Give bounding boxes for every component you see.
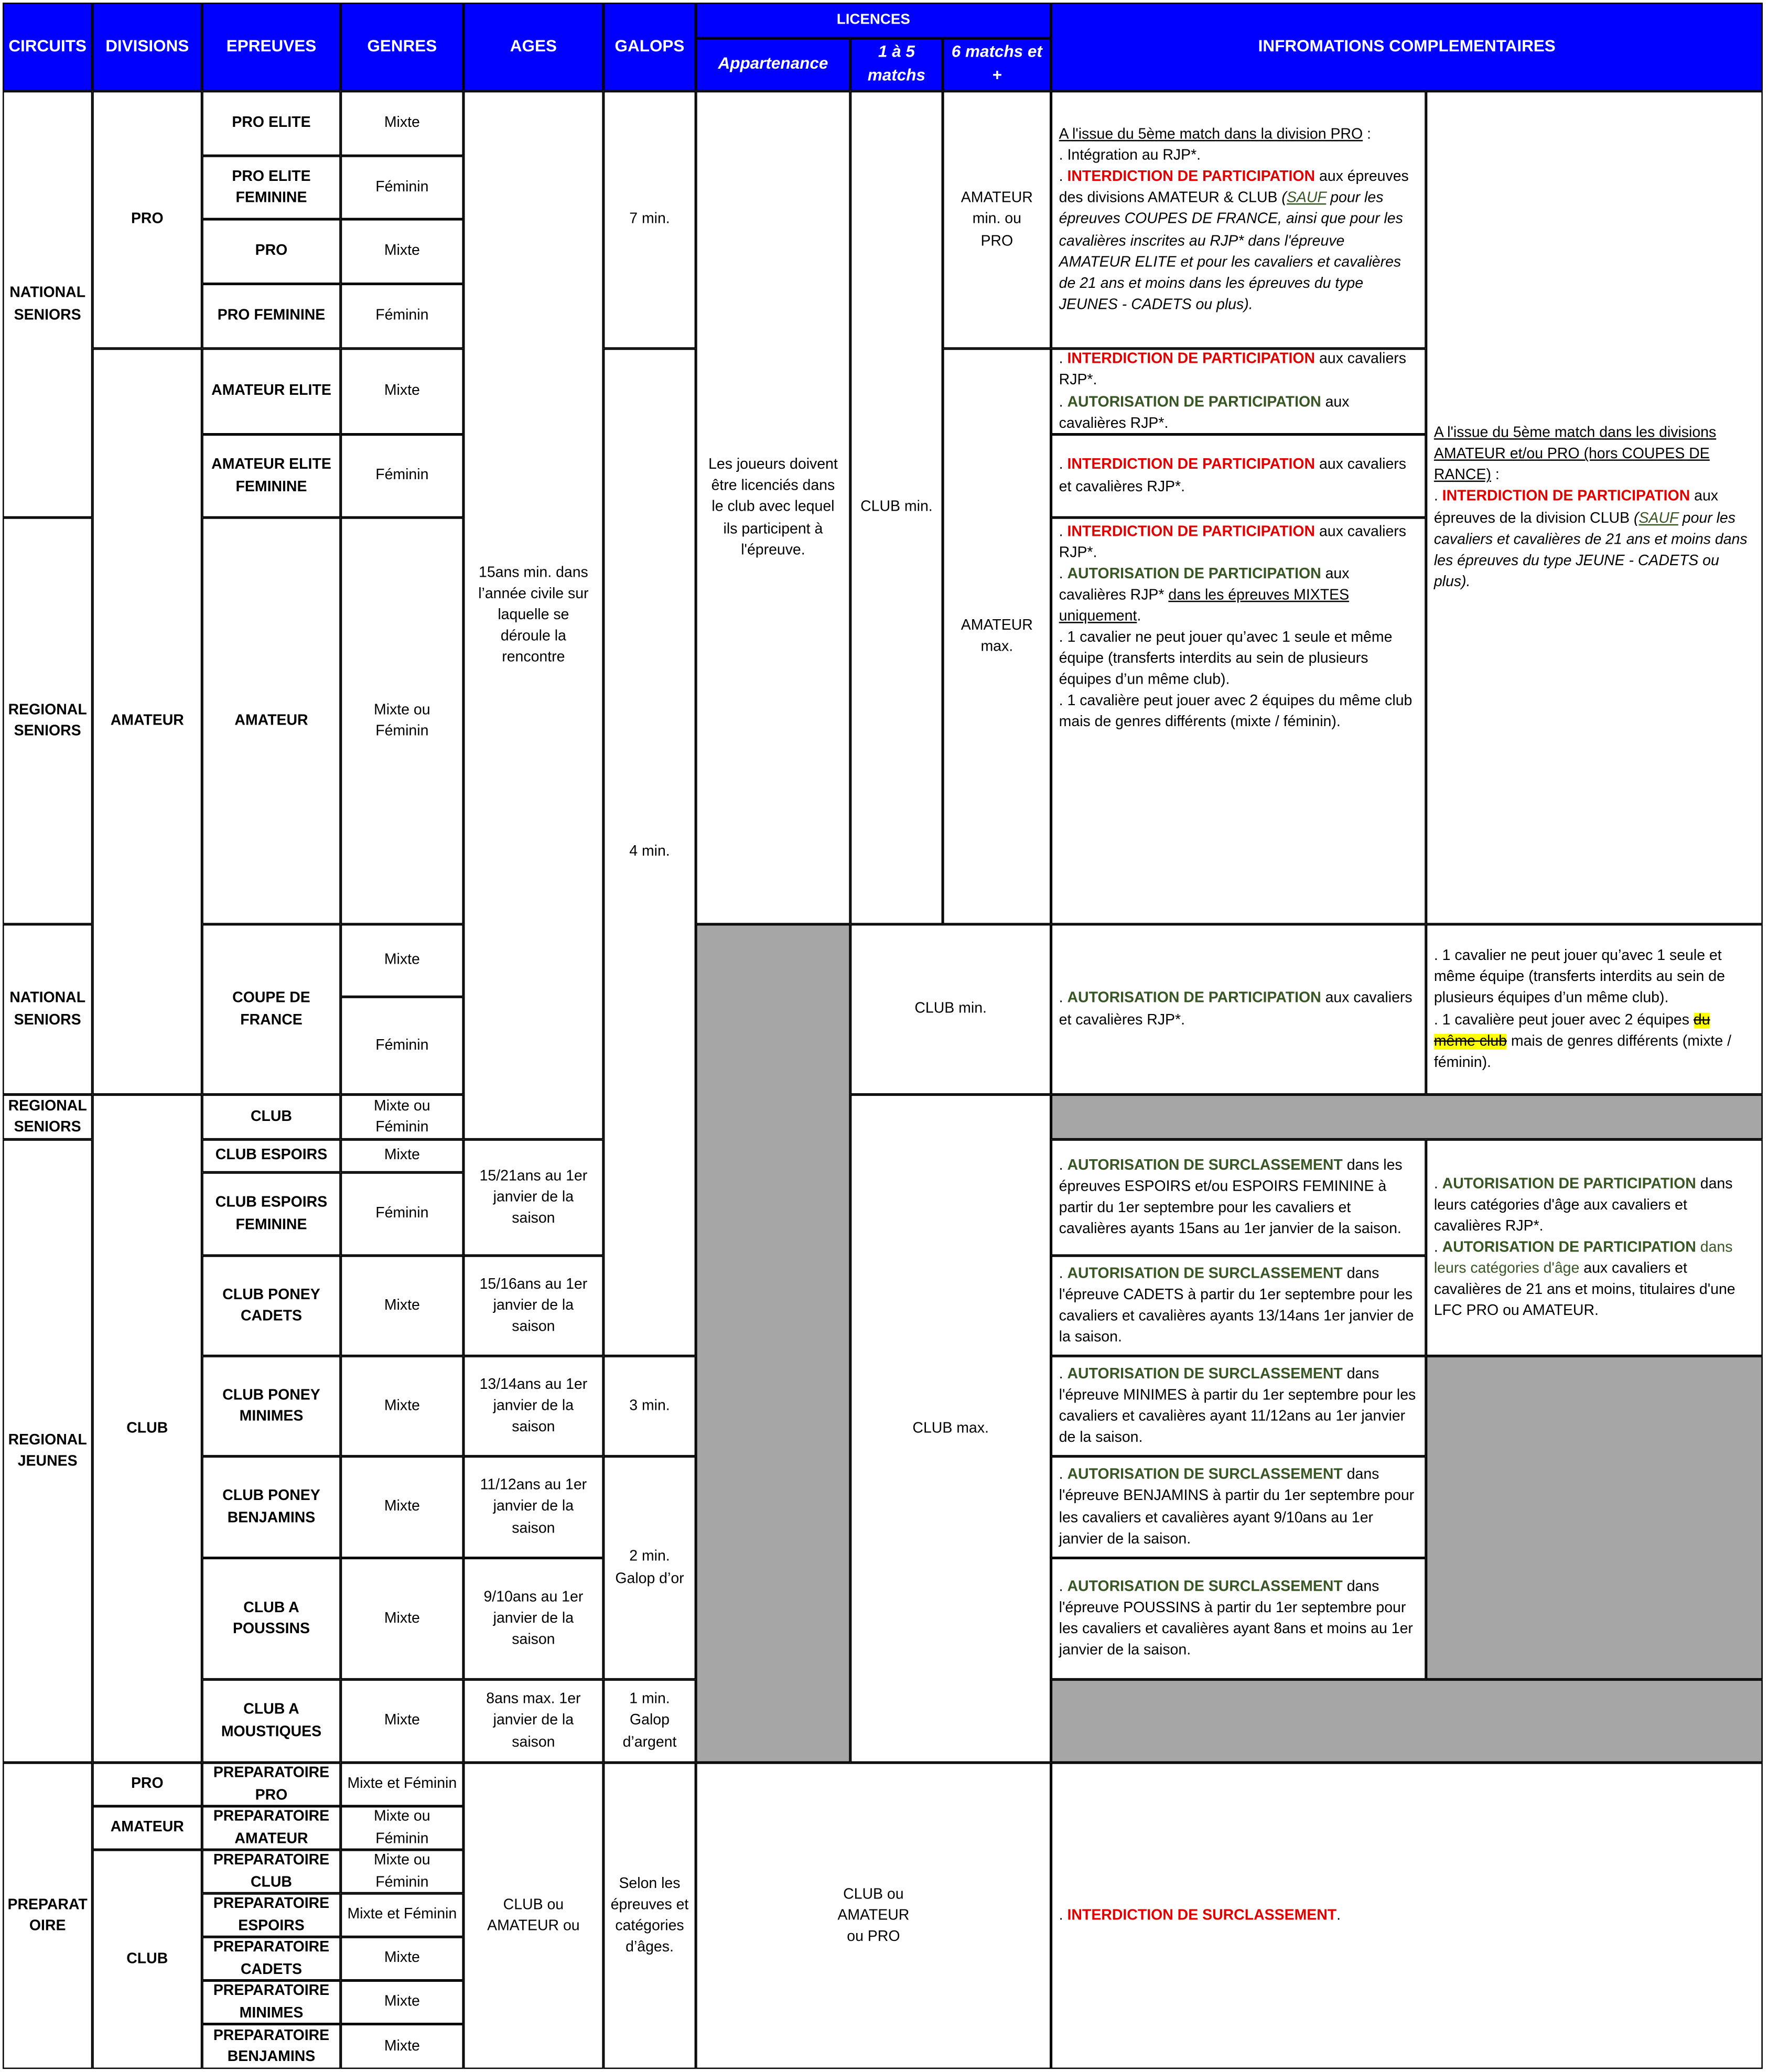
epreuve-prep-espoirs-text: PREPARATOIRE ESPOIRS xyxy=(213,1896,330,1934)
epreuve-club-poney-benjamins-text: CLUB PONEY BENJAMINS xyxy=(222,1488,320,1526)
epreuve-pro-text: PRO xyxy=(255,243,288,260)
info-cf2-line2 xyxy=(1434,1009,1755,1073)
info-red-keyword: INTERDICTION DE PARTICIPATION xyxy=(1067,524,1316,540)
genre-pro-feminine xyxy=(341,284,463,348)
licence-coupe-club-min-text: CLUB min. xyxy=(914,1001,987,1018)
header-circuits-text: CIRCUITS xyxy=(8,36,87,55)
info-text: aux cavaliers et cavalières RJP*. xyxy=(1059,990,1413,1028)
genre-text: Féminin xyxy=(375,468,429,484)
division-prep-amateur-text: AMATEUR xyxy=(110,1820,184,1836)
info-text: aux cavalières RJP* xyxy=(1059,566,1350,604)
licence-amateur-min xyxy=(943,91,1051,349)
info-red-keyword: INTERDICTION DE SURCLASSEMENT xyxy=(1067,1907,1337,1924)
dot: . xyxy=(1059,1366,1068,1383)
epreuve-club-a-moustiques-text: CLUB A MOUSTIQUES xyxy=(221,1702,322,1740)
info-text: aux cavaliers RJP*. xyxy=(1059,351,1407,389)
info-text: . xyxy=(1336,1907,1341,1924)
info-paren: ( xyxy=(1281,190,1287,207)
info-highlight-strike: du même club xyxy=(1433,1012,1710,1049)
epreuve-amateur-elite-feminine-text: AMATEUR ELITE FEMININE xyxy=(211,457,331,495)
info-text: dans l'épreuve BENJAMINS à partir du 1er septembre pour les cavaliers et cavalières ayant 9/10ans au 1er janvier de la saison. xyxy=(1059,1467,1415,1547)
info-green-keyword: AUTORISATION DE SURCLASSEMENT xyxy=(1067,1366,1343,1383)
epreuve-pro-feminine-text: PRO FEMININE xyxy=(217,308,326,325)
dot: . xyxy=(1433,489,1442,505)
genre-text: Mixte et Féminin xyxy=(347,1776,457,1793)
epreuve-prep-club-text: PREPARATOIRE CLUB xyxy=(213,1853,330,1890)
genre-text: Mixte ou Féminin xyxy=(374,702,430,740)
division-prep-pro xyxy=(92,1763,202,1806)
genre-a-poussins xyxy=(341,1558,463,1680)
galop-amateur xyxy=(603,349,696,1356)
division-prep-club xyxy=(92,1850,202,2069)
galop-pro xyxy=(603,91,696,349)
dot: . xyxy=(1059,457,1068,473)
galop-preparatoire-text: Selon les épreuves et catégories d’âges. xyxy=(610,1876,689,1956)
info-right-interdiction xyxy=(1434,487,1755,592)
header-1-a-5-matchs xyxy=(850,38,943,91)
dot: . xyxy=(1433,1239,1442,1256)
genre-text: Mixte ou Féminin xyxy=(374,1853,430,1890)
dot: . xyxy=(1059,1579,1068,1595)
licence-club-min-text: CLUB min. xyxy=(860,500,933,516)
genre-text: Féminin xyxy=(375,1206,429,1222)
info-ae-line2 xyxy=(1059,392,1418,434)
info-pro-colon: : xyxy=(1363,127,1371,143)
dot: . xyxy=(1059,1467,1068,1484)
genre-text: Mixte et Féminin xyxy=(347,1907,457,1923)
epreuve-prep-cadets xyxy=(202,1937,340,1980)
genre-text: Mixte xyxy=(384,1994,420,2011)
genre-text: Mixte xyxy=(384,383,420,400)
info-text: . 1 cavalière peut jouer avec 2 équipes xyxy=(1433,1012,1694,1028)
info-red-keyword: INTERDICTION DE PARTICIPATION xyxy=(1067,169,1316,186)
genre-a-moustiques xyxy=(341,1679,463,1763)
circuit-preparatoire xyxy=(3,1763,92,2069)
header-ages-text: AGES xyxy=(510,36,557,55)
circuit-preparatoire-text: PREPARAT OIRE xyxy=(7,1897,88,1935)
genre-prep-cadets xyxy=(341,1937,463,1980)
info-ben-line xyxy=(1059,1465,1418,1549)
licence-club-max-text: CLUB max. xyxy=(912,1420,989,1437)
genre-text: Mixte xyxy=(384,115,420,132)
info-cad-line xyxy=(1059,1264,1418,1348)
info-cf2-line1: . 1 cavalier ne peut jouer qu’avec 1 seule et même équipe (transferts interdits au sein de plusieurs équipes d’un même club). xyxy=(1433,948,1725,1007)
age-minimes xyxy=(463,1356,603,1456)
genre-amateur-elite xyxy=(341,349,463,435)
division-prep-amateur xyxy=(92,1806,202,1850)
info-green-keyword: AUTORISATION DE PARTICIPATION xyxy=(1442,1176,1696,1192)
info-text: : xyxy=(1491,468,1500,484)
header-divisions xyxy=(92,3,202,91)
genre-text: Mixte xyxy=(384,952,420,969)
info-right-title xyxy=(1434,423,1755,487)
genre-coupe-mixte xyxy=(341,924,463,997)
header-epreuves-text: EPREUVES xyxy=(226,36,317,55)
epreuve-club-espoirs-feminine-text: CLUB ESPOIRS FEMININE xyxy=(215,1195,328,1233)
epreuve-pro-elite-feminine-text: PRO ELITE FEMININE xyxy=(232,169,311,206)
info-text: dans l'épreuve POUSSINS à partir du 1er septembre pour les cavaliers et cavalières ayant 8ans et moins au 1er janvier de la saison. xyxy=(1059,1579,1413,1659)
info-text: aux cavaliers RJP*. xyxy=(1059,524,1407,562)
genre-poney-minimes xyxy=(341,1356,463,1456)
circuit-regional-seniors-club xyxy=(3,1095,92,1140)
genre-amateur xyxy=(341,517,463,924)
epreuve-club xyxy=(202,1095,340,1140)
header-ages xyxy=(463,3,603,91)
info-text: mais de genres différents (mixte / féminin). xyxy=(1433,1033,1731,1071)
info-green-keyword: AUTORISATION DE PARTICIPATION xyxy=(1067,566,1321,582)
info-jr-line2 xyxy=(1434,1237,1755,1322)
info-am-line2 xyxy=(1059,564,1418,627)
header-circuits xyxy=(3,3,92,91)
epreuve-club-espoirs xyxy=(202,1139,340,1172)
genre-text: Mixte xyxy=(384,1611,420,1627)
info-underlined: A l'issue du 5ème match dans les divisions AMATEUR et/ou PRO (hors COUPES DE RANCE) xyxy=(1433,425,1717,484)
info-italic-text: pour les cavaliers et cavalières de 21 ans et moins dans les épreuves du type JEUNE - CADETS ou plus). xyxy=(1433,510,1748,590)
age-moustiques-text: 8ans max. 1er janvier de la saison xyxy=(486,1692,581,1751)
header-genres-text: GENRES xyxy=(367,36,437,55)
epreuve-amateur-elite-feminine xyxy=(202,435,340,518)
epreuve-prep-pro xyxy=(202,1763,340,1806)
epreuve-pro-feminine xyxy=(202,284,340,348)
age-benjamins xyxy=(463,1456,603,1558)
dot: . xyxy=(1059,990,1068,1007)
info-green-keyword: AUTORISATION DE SURCLASSEMENT xyxy=(1067,1266,1343,1282)
epreuve-coupe-text: COUPE DE FRANCE xyxy=(232,990,310,1028)
header-appartenance xyxy=(696,38,850,91)
epreuve-coupe-de-france xyxy=(202,924,340,1095)
info-amateur-elite-feminine xyxy=(1051,435,1426,518)
info-coupe xyxy=(1051,924,1426,1095)
circuit-regional-jeunes-text: REGIONAL JEUNES xyxy=(8,1432,87,1470)
division-amateur-text: AMATEUR xyxy=(110,714,184,730)
dot: . xyxy=(1059,1158,1068,1174)
epreuve-club-poney-cadets xyxy=(202,1256,340,1356)
epreuve-club-poney-minimes xyxy=(202,1356,340,1456)
info-right-coupe xyxy=(1426,924,1763,1095)
info-pro-interdiction xyxy=(1059,167,1418,315)
info-underlined: dans les épreuves MIXTES uniquement xyxy=(1059,587,1350,625)
epreuve-club-a-moustiques xyxy=(202,1679,340,1763)
info-paren: ( xyxy=(1633,510,1639,526)
header-divisions-text: DIVISIONS xyxy=(105,36,189,55)
genre-poney-benjamins xyxy=(341,1456,463,1558)
info-benjamins xyxy=(1051,1456,1426,1558)
header-6-matchs-text: 6 matchs et + xyxy=(951,42,1042,85)
age-espoirs xyxy=(463,1139,603,1256)
info-pou-line xyxy=(1059,1577,1418,1661)
galop-minimes xyxy=(603,1356,696,1456)
genre-club-espoirs xyxy=(341,1139,463,1172)
info-red-keyword: INTERDICTION DE PARTICIPATION xyxy=(1067,351,1316,368)
epreuve-club-poney-minimes-text: CLUB PONEY MINIMES xyxy=(222,1387,320,1425)
epreuve-club-a-poussins xyxy=(202,1558,340,1680)
info-min-line xyxy=(1059,1364,1418,1448)
circuit-national-seniors-coupe xyxy=(3,924,92,1095)
dot: . xyxy=(1059,566,1068,582)
circuit-regional-seniors xyxy=(3,517,92,924)
info-pro-title: A l'issue du 5ème match dans la division PRO xyxy=(1059,127,1363,143)
header-galops xyxy=(603,3,696,91)
age-seniors xyxy=(463,91,603,1140)
circuit-regional-seniors-club-text: REGIONAL SENIORS xyxy=(8,1098,87,1136)
info-moustiques-gray xyxy=(1051,1679,1763,1763)
genre-pro xyxy=(341,219,463,284)
header-genres xyxy=(341,3,463,91)
genre-prep-minimes xyxy=(341,1980,463,2024)
info-text: . xyxy=(1137,609,1141,625)
genre-text: Mixte xyxy=(384,1950,420,1967)
info-club-gray xyxy=(1051,1095,1763,1140)
genre-text: Mixte xyxy=(384,1499,420,1515)
epreuve-prep-benjamins-text: PREPARATOIRE BENJAMINS xyxy=(213,2028,330,2065)
epreuve-club-espoirs-feminine xyxy=(202,1172,340,1256)
genre-text: Féminin xyxy=(375,1038,429,1054)
info-pro-text xyxy=(1059,125,1418,146)
info-esp-line xyxy=(1059,1155,1418,1239)
epreuve-prep-cadets-text: PREPARATOIRE CADETS xyxy=(213,1940,330,1978)
epreuve-prep-minimes-text: PREPARATOIRE MINIMES xyxy=(213,1983,330,2021)
epreuve-amateur-elite-text: AMATEUR ELITE xyxy=(211,383,331,400)
dot: . xyxy=(1059,524,1068,540)
info-text: dans leurs catégories d'âge aux cavaliers et cavalières RJP*. xyxy=(1433,1176,1733,1235)
epreuve-pro-elite xyxy=(202,91,340,156)
genre-text: Mixte xyxy=(384,2038,420,2055)
age-poussins-text: 9/10ans au 1er janvier de la saison xyxy=(483,1589,584,1648)
dot: . xyxy=(1059,1907,1068,1924)
epreuve-club-espoirs-text: CLUB ESPOIRS xyxy=(215,1148,328,1164)
epreuve-prep-benjamins xyxy=(202,2024,340,2069)
info-text: aux épreuves des divisions AMATEUR & CLUB xyxy=(1059,169,1409,207)
info-text: aux cavaliers et cavalières de 21 ans et moins, titulaires d'une LFC PRO ou AMATEUR. xyxy=(1433,1261,1735,1319)
licence-amateur-max xyxy=(943,349,1051,924)
info-amateur xyxy=(1051,517,1426,924)
header-1-a-5-text: 1 à 5 matchs xyxy=(867,42,926,85)
info-green-keyword: AUTORISATION DE SURCLASSEMENT xyxy=(1067,1158,1343,1174)
epreuve-club-poney-cadets-text: CLUB PONEY CADETS xyxy=(222,1287,320,1324)
genre-pro-elite xyxy=(341,91,463,156)
circuit-national-seniors-text: NATIONAL SENIORS xyxy=(9,286,86,323)
header-epreuves xyxy=(202,3,340,91)
division-club-text: CLUB xyxy=(126,1420,168,1437)
header-galops-text: GALOPS xyxy=(615,36,685,55)
info-green-keyword: AUTORISATION DE PARTICIPATION xyxy=(1442,1239,1696,1256)
epreuve-amateur xyxy=(202,517,340,924)
genre-prep-espoirs xyxy=(341,1893,463,1937)
genre-club-espoirs-feminine xyxy=(341,1172,463,1256)
genre-text: Mixte xyxy=(384,1148,420,1164)
info-text: aux épreuves de la division CLUB xyxy=(1433,489,1719,526)
genre-prep-pro xyxy=(341,1763,463,1806)
epreuve-prep-amateur-text: PREPARATOIRE AMATEUR xyxy=(213,1809,330,1847)
genre-text: Mixte xyxy=(384,1398,420,1415)
epreuve-pro xyxy=(202,219,340,284)
dot: . xyxy=(1059,394,1068,410)
licence-appartenance xyxy=(696,91,850,924)
genre-coupe-feminin xyxy=(341,997,463,1094)
division-amateur xyxy=(92,349,202,1095)
epreuve-pro-elite-feminine xyxy=(202,156,340,219)
header-6-matchs xyxy=(943,38,1051,91)
licence-club-max xyxy=(850,1095,1051,1763)
age-cadets-text: 15/16ans au 1er janvier de la saison xyxy=(479,1277,588,1335)
info-cadets xyxy=(1051,1256,1426,1356)
info-right-gray xyxy=(1426,1356,1763,1679)
galop-moustiques xyxy=(603,1679,696,1763)
info-green-keyword: AUTORISATION DE PARTICIPATION xyxy=(1067,394,1321,410)
genre-text: Mixte xyxy=(384,1713,420,1729)
circuit-national-seniors xyxy=(3,91,92,517)
genre-amateur-elite-feminine xyxy=(341,435,463,518)
licence-appartenance-text: Les joueurs doivent être licenciés dans le club avec lequel ils participent à l'épreuve. xyxy=(708,457,838,558)
dot: . xyxy=(1433,1176,1442,1192)
epreuve-prep-espoirs xyxy=(202,1893,340,1937)
licence-amateur-max-text: AMATEUR max. xyxy=(961,618,1033,655)
info-green-keyword: AUTORISATION DE SURCLASSEMENT xyxy=(1067,1579,1343,1595)
info-cf-line xyxy=(1059,988,1418,1031)
epreuve-club-poney-benjamins xyxy=(202,1456,340,1558)
epreuve-club-text: CLUB xyxy=(250,1109,293,1125)
galop-preparatoire xyxy=(603,1763,696,2069)
galop-poussins xyxy=(603,1456,696,1680)
info-poussins xyxy=(1051,1558,1426,1680)
header-infos-text: INFROMATIONS COMPLEMENTAIRES xyxy=(1258,36,1556,55)
info-text: aux cavaliers et cavalières RJP*. xyxy=(1059,457,1407,495)
info-minimes xyxy=(1051,1356,1426,1456)
header-licences-text: LICENCES xyxy=(836,11,910,28)
info-text: aux cavalières RJP*. xyxy=(1059,394,1350,431)
header-licences xyxy=(696,3,1051,38)
age-minimes-text: 13/14ans au 1er janvier de la saison xyxy=(479,1377,588,1436)
genre-pro-elite-feminine xyxy=(341,156,463,219)
galop-poussins-text: 2 min. Galop d’or xyxy=(615,1549,684,1587)
galop-amateur-text: 4 min. xyxy=(629,844,670,860)
header-infos xyxy=(1051,3,1763,91)
info-right-seniors xyxy=(1426,91,1763,924)
info-am-line4: . 1 cavalière peut jouer avec 2 équipes du même club mais de genres différents (mixte / féminin). xyxy=(1059,693,1413,731)
genre-prep-club xyxy=(341,1850,463,1893)
info-italic-text: pour les épreuves COUPES DE FRANCE, ainsi que pour les cavalières inscrites au RJP* dans l'épreuve AMATEUR ELITE et pour les cavaliers et cavalières de 21 ans et moins dans les épreuves du type JEUNES - CADETS ou plus). xyxy=(1059,190,1403,312)
galop-pro-text: 7 min. xyxy=(629,212,670,228)
info-red-keyword: INTERDICTION DE PARTICIPATION xyxy=(1067,457,1316,473)
info-green-keyword: AUTORISATION DE PARTICIPATION xyxy=(1067,990,1321,1007)
info-text: dans l'épreuve CADETS à partir du 1er septembre pour les cavaliers et cavalières ayants 13/14ans 1er janvier de la saison. xyxy=(1059,1266,1414,1346)
circuit-national-seniors-coupe-text: NATIONAL SENIORS xyxy=(9,990,86,1028)
dot: . xyxy=(1059,351,1068,368)
circuit-regional-seniors-text: REGIONAL SENIORS xyxy=(8,702,87,740)
info-sauf: SAUF xyxy=(1286,190,1327,207)
division-club xyxy=(92,1095,202,1763)
info-pro xyxy=(1051,91,1426,349)
epreuve-prep-minimes xyxy=(202,1980,340,2024)
age-benjamins-text: 11/12ans au 1er janvier de la saison xyxy=(480,1478,587,1537)
info-sauf: SAUF xyxy=(1638,510,1678,526)
age-moustiques xyxy=(463,1679,603,1763)
info-prep-line xyxy=(1059,1905,1755,1926)
epreuve-prep-pro-text: PREPARATOIRE PRO xyxy=(213,1766,330,1803)
age-cadets xyxy=(463,1256,603,1356)
licence-gray-block xyxy=(696,924,850,1763)
epreuve-amateur-elite xyxy=(202,349,340,435)
info-ae-line1 xyxy=(1059,349,1418,392)
info-pro-rjp: . Intégration au RJP*. xyxy=(1059,148,1201,165)
info-green-text: dans leurs catégories d'âge xyxy=(1433,1239,1733,1277)
genre-text: Mixte ou Féminin xyxy=(374,1809,430,1847)
info-aef-line xyxy=(1059,455,1418,497)
age-seniors-text: 15ans min. dans l’année civile sur laquelle se déroule la rencontre xyxy=(478,565,589,666)
genre-club xyxy=(341,1095,463,1140)
division-prep-club-text: CLUB xyxy=(126,1951,168,1968)
epreuve-amateur-text: AMATEUR xyxy=(234,713,308,729)
header-appartenance-text: Appartenance xyxy=(718,54,828,73)
genre-text: Mixte ou Féminin xyxy=(374,1098,430,1136)
epreuve-prep-club xyxy=(202,1850,340,1893)
age-preparatoire xyxy=(463,1763,603,2069)
info-text: dans les épreuves ESPOIRS et/ou ESPOIRS FEMININE à partir du 1er septembre pour les cavaliers et cavalières ayants 15ans au 1er janvier de la saison. xyxy=(1059,1158,1403,1237)
genre-poney-cadets xyxy=(341,1256,463,1356)
dot: . xyxy=(1059,169,1068,186)
info-am-line3: . 1 cavalier ne peut jouer qu’avec 1 seule et même équipe (transferts interdits au sein de plusieurs équipes d’un même club). xyxy=(1059,630,1393,688)
genre-text: Féminin xyxy=(375,179,429,196)
info-red-keyword: INTERDICTION DE PARTICIPATION xyxy=(1442,489,1690,505)
licence-coupe-club-min xyxy=(850,924,1051,1095)
genre-text: Féminin xyxy=(375,308,429,325)
age-espoirs-text: 15/21ans au 1er janvier de la saison xyxy=(479,1168,588,1227)
age-poussins xyxy=(463,1558,603,1680)
licence-club-min xyxy=(850,91,943,924)
info-am-line1 xyxy=(1059,522,1418,564)
licence-preparatoire xyxy=(696,1763,1051,2069)
info-jr-line1 xyxy=(1434,1173,1755,1237)
division-pro xyxy=(92,91,202,349)
epreuve-club-a-poussins-text: CLUB A POUSSINS xyxy=(232,1600,310,1637)
epreuve-prep-amateur xyxy=(202,1806,340,1850)
info-preparatoire xyxy=(1051,1763,1763,2069)
age-preparatoire-text: CLUB ou AMATEUR ou xyxy=(487,1897,580,1935)
division-prep-pro-text: PRO xyxy=(131,1776,164,1793)
info-text: dans l'épreuve MINIMES à partir du 1er septembre pour les cavaliers et cavalières ayant 11/12ans au 1er janvier de la saison. xyxy=(1059,1366,1416,1446)
galop-moustiques-text: 1 min. Galop d’argent xyxy=(622,1692,677,1751)
galop-minimes-text: 3 min. xyxy=(629,1398,670,1415)
division-pro-text: PRO xyxy=(131,212,164,228)
circuit-regional-jeunes xyxy=(3,1139,92,1763)
licence-preparatoire-text: CLUB ou AMATEUR ou PRO xyxy=(837,1886,910,1945)
info-espoirs xyxy=(1051,1139,1426,1256)
info-right-jeunes xyxy=(1426,1139,1763,1356)
genre-text: Mixte xyxy=(384,1298,420,1314)
genre-prep-amateur xyxy=(341,1806,463,1850)
info-green-keyword: AUTORISATION DE SURCLASSEMENT xyxy=(1067,1467,1343,1484)
dot: . xyxy=(1059,1266,1068,1282)
info-amateur-elite xyxy=(1051,349,1426,435)
genre-prep-benjamins xyxy=(341,2024,463,2069)
genre-text: Mixte xyxy=(384,243,420,260)
epreuve-pro-elite-text: PRO ELITE xyxy=(232,115,311,132)
licence-amateur-min-text: AMATEUR min. ou PRO xyxy=(961,190,1033,249)
